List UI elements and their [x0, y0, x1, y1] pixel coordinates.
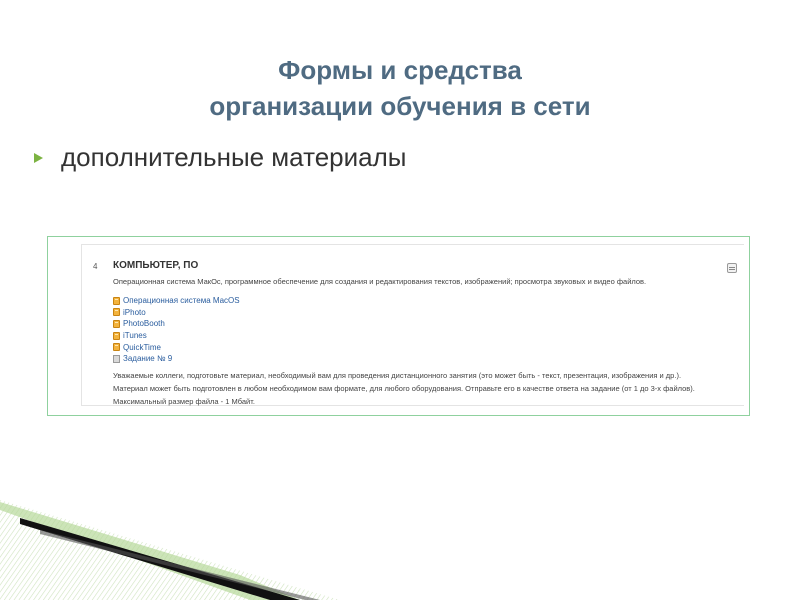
assignment-description: Уважаемые коллеги, подготовьте материал, необходимый вам для проведения дистанционного занятия (это может быть - текст, презентация, изображения и др.). Материал может быть подготовлен в любом необходимом вам формате, для любого оборудования. Отправьте его в качестве ответа на задание (от 1 до 3-х файлов). Максимальный размер файла - 1 Мбайт.: [113, 371, 695, 406]
section-title: КОМПЬЮТЕР, ПО: [113, 260, 199, 271]
folder-icon: [113, 297, 120, 305]
resource-label[interactable]: iPhoto: [123, 307, 146, 317]
bullet-arrow-icon: [34, 153, 43, 163]
slide-title-line-2: организации обучения в сети: [209, 91, 591, 121]
slide-title-line-1: Формы и средства: [278, 55, 522, 85]
resource-link[interactable]: [113, 341, 240, 353]
assignment-label[interactable]: Задание № 9: [123, 354, 173, 364]
course-screenshot-frame: [47, 236, 750, 416]
folder-icon: [113, 320, 120, 328]
folder-icon: [113, 332, 120, 340]
resource-link[interactable]: [113, 307, 240, 319]
slide-title: [0, 52, 800, 124]
course-section: [81, 244, 744, 406]
resource-list: [113, 295, 240, 365]
bullet-text: дополнительные материалы: [61, 142, 407, 172]
folder-icon: [113, 343, 120, 351]
assignment-icon: [113, 355, 120, 363]
resource-label[interactable]: QuickTime: [123, 342, 161, 352]
bullet-item: [34, 142, 406, 173]
resource-label[interactable]: Операционная система MacOS: [123, 296, 240, 306]
resource-link[interactable]: [113, 295, 240, 307]
resource-label[interactable]: PhotoBooth: [123, 319, 165, 329]
folder-icon: [113, 308, 120, 316]
decorative-swoosh: [0, 480, 800, 600]
resource-link[interactable]: [113, 318, 240, 330]
collapse-icon[interactable]: [727, 263, 737, 273]
resource-link[interactable]: [113, 330, 240, 342]
section-number: 4: [93, 262, 98, 271]
section-description: Операционная система МакОс, программное обеспечение для создания и редактирования текстов, изображений; просмотра звуковых и видео файлов.: [113, 277, 647, 286]
resource-label[interactable]: iTunes: [123, 331, 147, 341]
assignment-link[interactable]: [113, 353, 240, 365]
